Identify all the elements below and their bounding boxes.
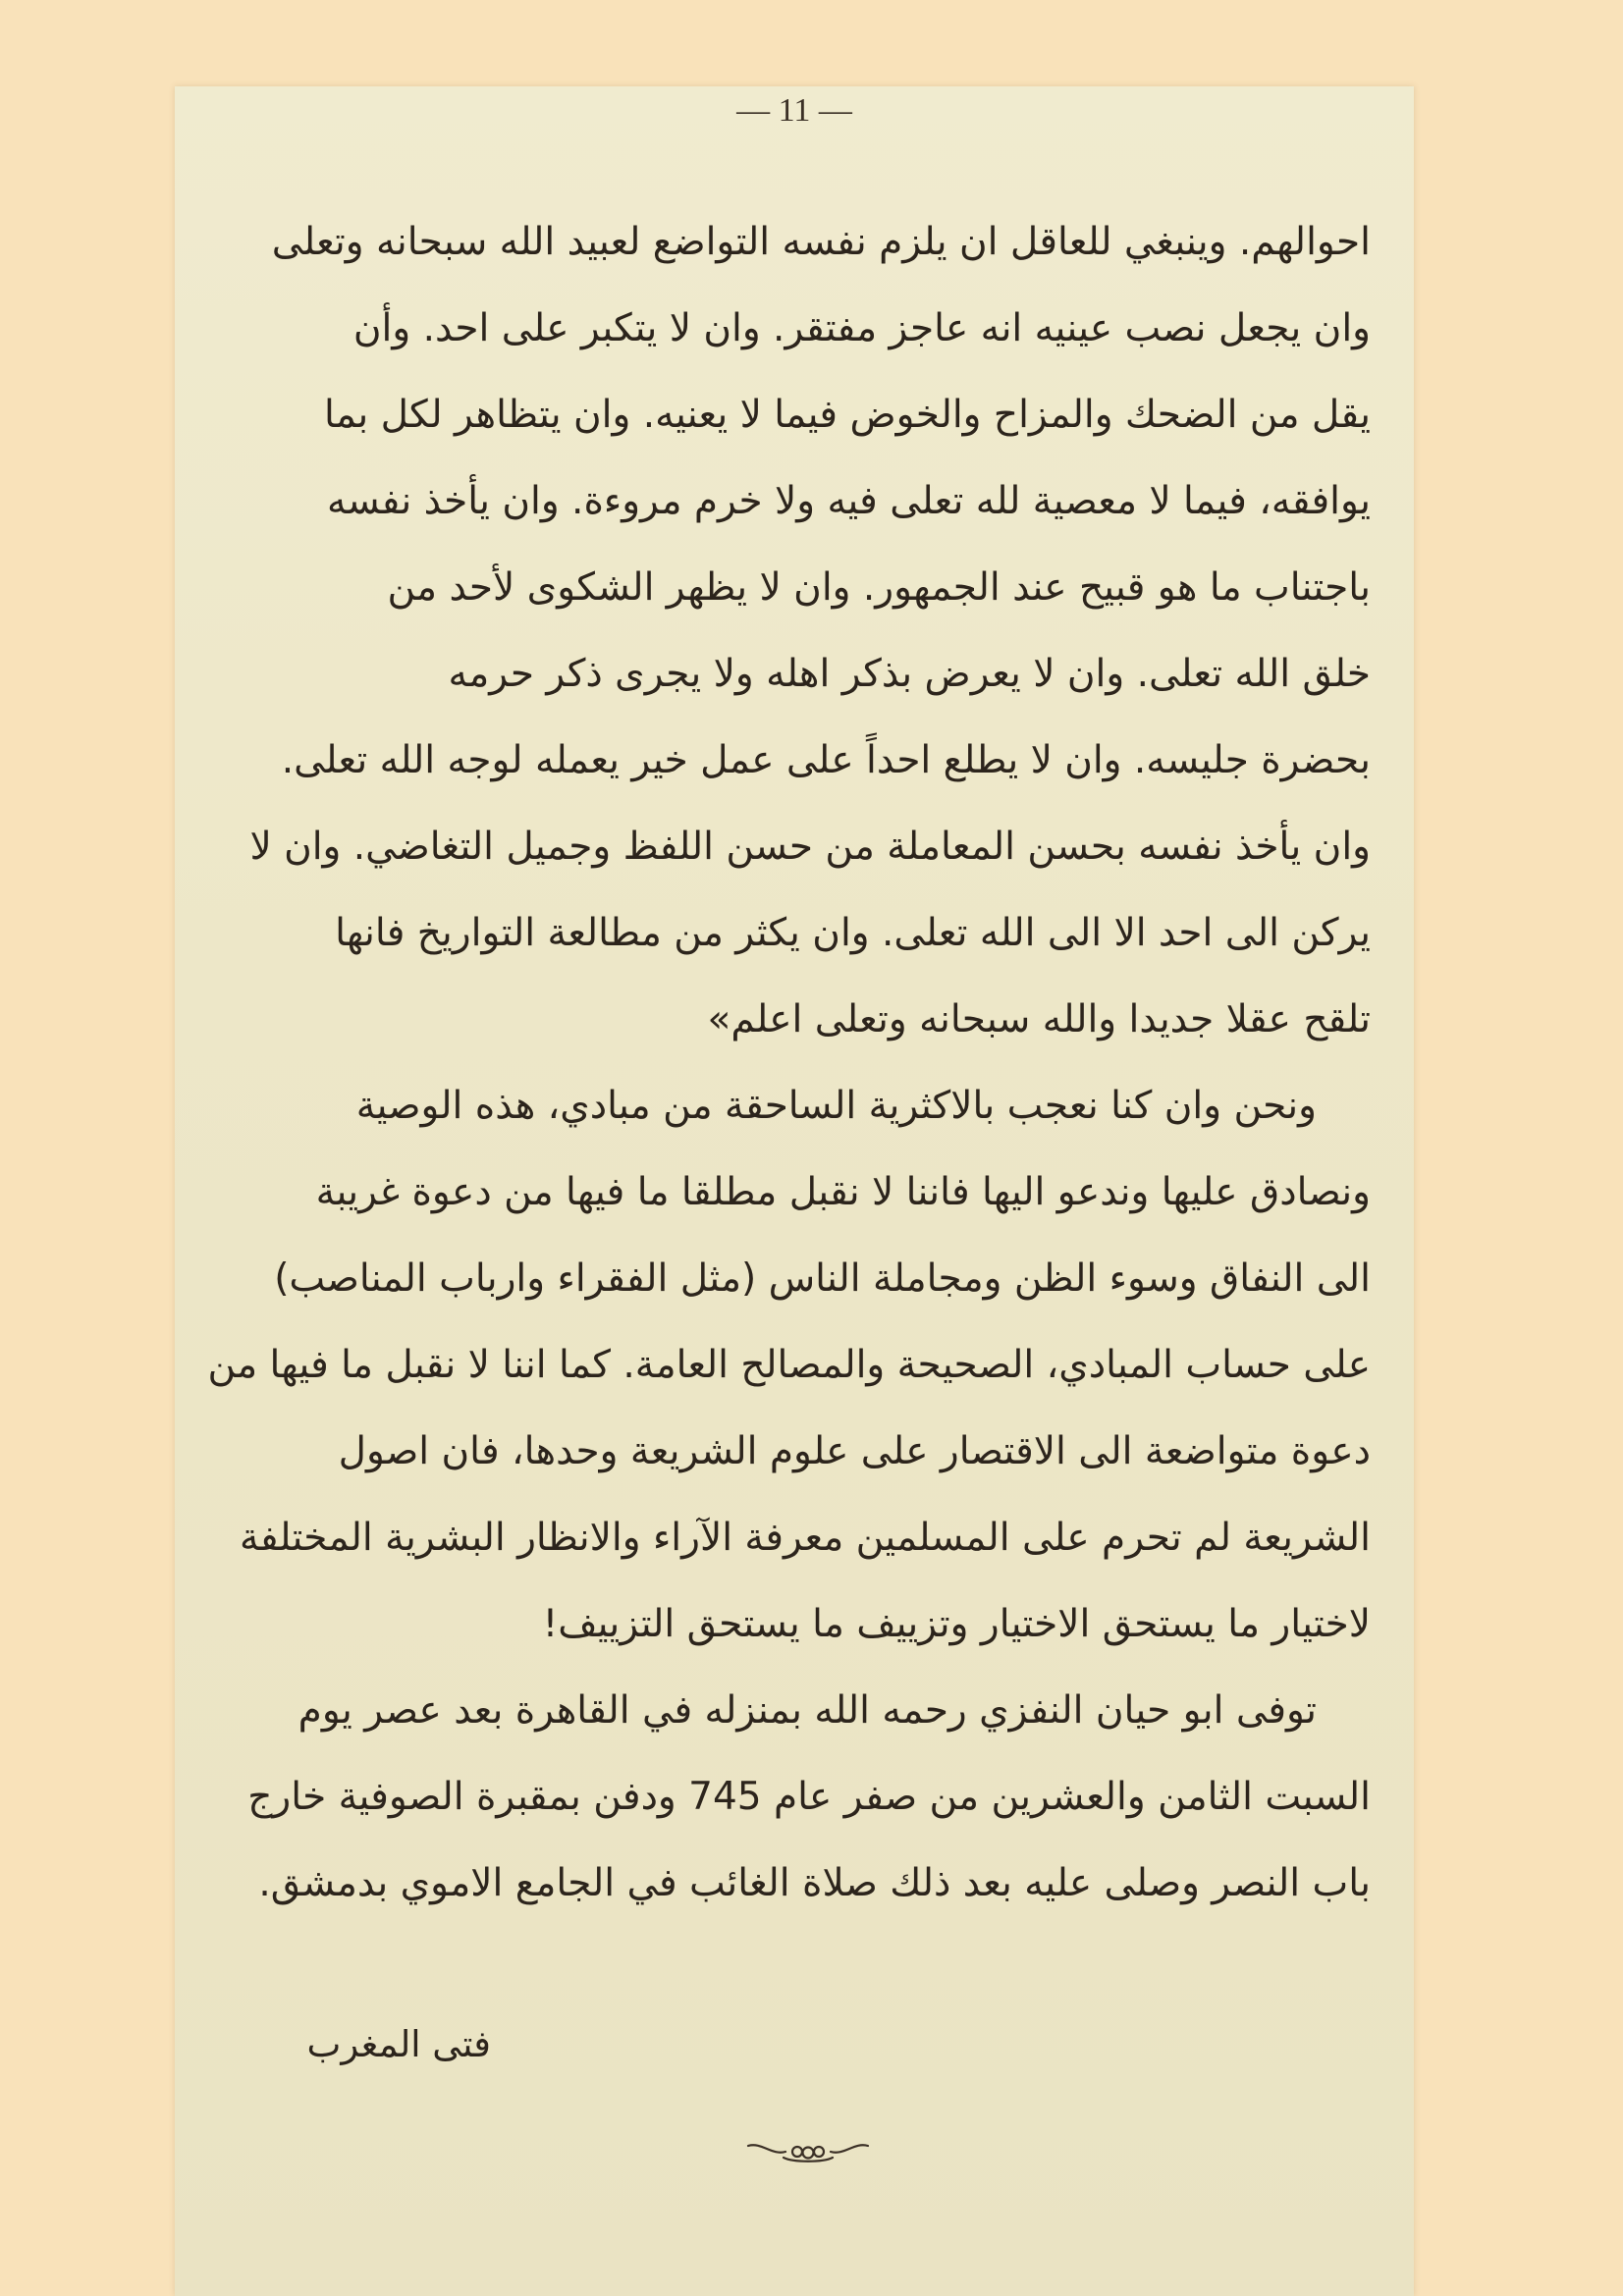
text-line: خلق الله تعلى. وان لا يعرض بذكر اهله ولا يجرى ذكر حرمه — [448, 652, 1371, 696]
text-line: وان يأخذ نفسه بحسن المعاملة من حسن اللفظ وجميل التغاضي. وان لا — [249, 825, 1371, 869]
text-line: على حساب المبادي، الصحيحة والمصالح العامة. كما اننا لا نقبل ما فيها من — [207, 1343, 1371, 1387]
text-line: وان يجعل نصب عينيه انه عاجز مفتقر. وان لا يتكبر على احد. وأن — [352, 306, 1371, 350]
text-line: يقل من الضحك والمزاح والخوض فيما لا يعنيه. وان يتظاهر لكل بما — [323, 393, 1371, 437]
paragraph — [197, 1063, 1371, 1668]
text-line: لاختيار ما يستحق الاختيار وتزييف ما يستحق التزييف! — [542, 1602, 1371, 1646]
text-line: بحضرة جليسه. وان لا يطلع احداً على عمل خير يعمله لوجه الله تعلى. — [281, 738, 1371, 782]
body-text — [197, 199, 1371, 1927]
text-line: تلقح عقلا جديدا والله سبحانه وتعلى اعلم» — [707, 997, 1371, 1041]
text-line: باب النصر وصلى عليه بعد ذلك صلاة الغائب في الجامع الاموي بدمشق. — [258, 1861, 1371, 1905]
page-number: — 11 — — [736, 92, 852, 129]
text-line: السبت الثامن والعشرين من صفر عام 745 ودفن بمقبرة الصوفية خارج — [247, 1775, 1371, 1819]
text-line: الى النفاق وسوء الظن ومجاملة الناس (مثل الفقراء وارباب المناصب) — [274, 1256, 1371, 1301]
author-signature: فتى المغرب — [306, 2023, 491, 2065]
text-line: يركن الى احد الا الى الله تعلى. وان يكثر من مطالعة التواريخ فانها — [335, 911, 1371, 955]
text-line: باجتناب ما هو قبيح عند الجمهور. وان لا يظهر الشكوى لأحد من — [387, 565, 1371, 610]
text-line: توفى ابو حيان النفزي رحمه الله بمنزله في القاهرة بعد عصر يوم — [298, 1688, 1317, 1733]
paragraph — [197, 199, 1371, 1063]
paragraph — [197, 1668, 1371, 1927]
text-line: ونحن وان كنا نعجب بالاكثرية الساحقة من مبادي، هذه الوصية — [355, 1084, 1317, 1128]
ornament-flourish-icon — [744, 2136, 872, 2165]
text-line: ونصادق عليها وندعو اليها فاننا لا نقبل مطلقا ما فيها من دعوة غريبة — [315, 1170, 1371, 1214]
text-line: يوافقه، فيما لا معصية لله تعلى فيه ولا خرم مروءة. وان يأخذ نفسه — [326, 479, 1371, 523]
text-line: دعوة متواضعة الى الاقتصار على علوم الشريعة وحدها، فان اصول — [338, 1429, 1371, 1473]
text-line: احوالهم. وينبغي للعاقل ان يلزم نفسه التواضع لعبيد الله سبحانه وتعلى — [271, 220, 1371, 264]
text-line: الشريعة لم تحرم على المسلمين معرفة الآراء والانظار البشرية المختلفة — [239, 1516, 1371, 1560]
book-page — [175, 86, 1414, 2296]
